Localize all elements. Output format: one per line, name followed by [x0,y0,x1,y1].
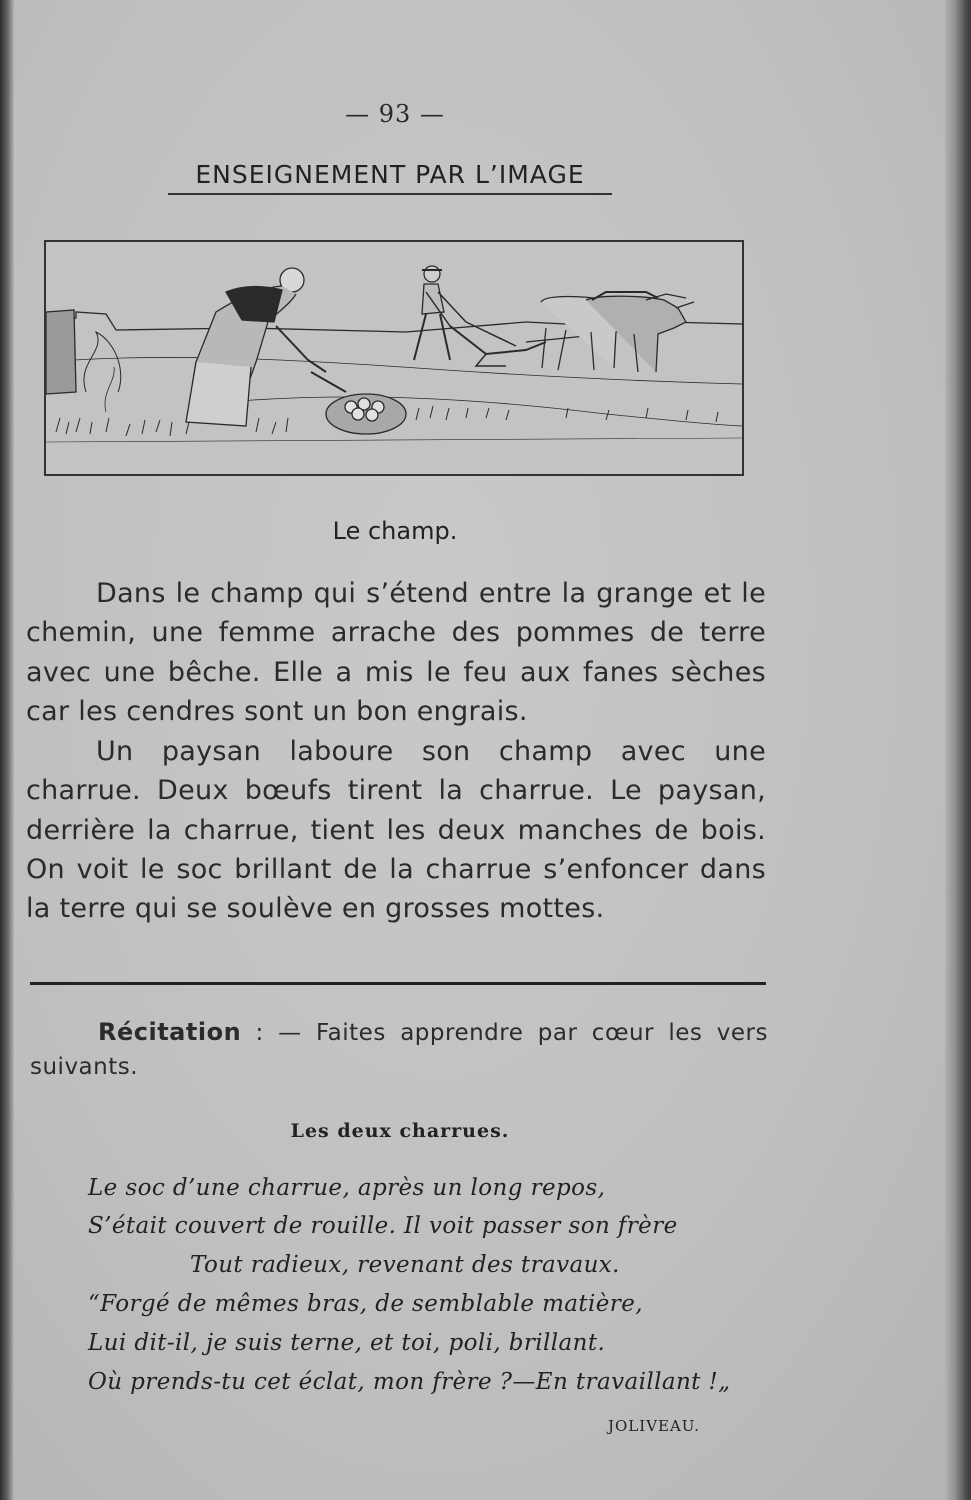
poem-line: Le soc d’une charrue, après un long repos, [88,1175,606,1201]
lesson-paragraph: Un paysan laboure son champ avec une charrue. Deux bœufs tirent la charrue. Le paysan, derrière la charrue, tient les deux manches de bois. On voit le soc brillant de la charrue s’enfoncer dans la terre qui se soulève en grosses mottes. [26,736,766,925]
page-spine-shadow [0,0,14,1500]
section-divider [30,982,766,985]
poem-line: Où prends-tu cet éclat, mon frère ?—En travaillant !„ [88,1369,731,1395]
field-plowing-illustration [44,240,744,476]
recitation-text: : — Faites apprendre par cœur les vers suivants. [30,1020,768,1080]
illustration-caption: Le champ. [332,517,458,545]
poem-line: “Forgé de mêmes bras, de semblable matière, [88,1291,643,1317]
poem-line: S’était couvert de rouille. Il voit passer son frère [88,1213,678,1239]
poem-author: JOLIVEAU. [608,1417,700,1435]
poem-title: Les deux charrues. [290,1120,510,1142]
recitation-instruction [30,1015,768,1084]
section-title: ENSEIGNEMENT PAR L’IMAGE [168,160,612,195]
page-number: — 93 — [345,100,445,128]
page-edge-shadow [945,0,971,1500]
recitation-label: Récitation [98,1018,242,1046]
poem-line: Lui dit-il, je suis terne, et toi, poli, brillant. [88,1330,606,1356]
lesson-paragraph: Dans le champ qui s’étend entre la grange et le chemin, une femme arrache des pommes de terre avec une bêche. Elle a mis le feu aux fanes sèches car les cendres sont un bon engrais. [26,578,766,727]
poem-line: Tout radieux, revenant des travaux. [190,1252,620,1278]
